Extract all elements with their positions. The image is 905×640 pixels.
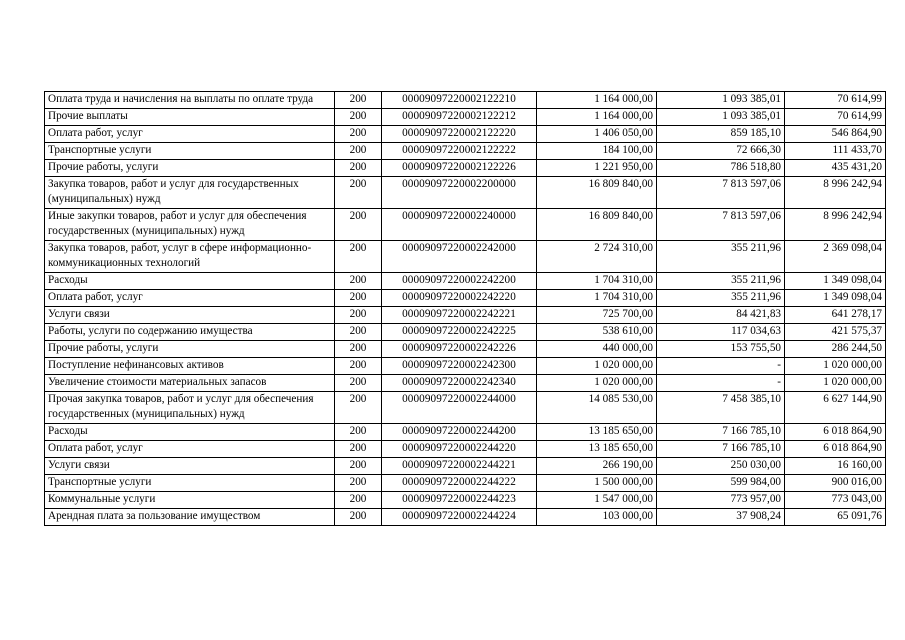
executed-amount-cell: 117 034,63 xyxy=(657,324,785,341)
approved-amount-cell: 440 000,00 xyxy=(537,341,657,358)
remaining-amount-cell: 6 018 864,90 xyxy=(785,424,886,441)
budget-execution-table xyxy=(44,91,886,526)
table-row xyxy=(45,177,886,209)
classification-code-cell: 00009097220002244200 xyxy=(382,424,537,441)
approved-amount-cell: 1 704 310,00 xyxy=(537,273,657,290)
line-code-cell: 200 xyxy=(335,143,382,160)
remaining-amount-cell: 421 575,37 xyxy=(785,324,886,341)
executed-amount-cell: 773 957,00 xyxy=(657,492,785,509)
remaining-amount-cell: 286 244,50 xyxy=(785,341,886,358)
budget-report-page xyxy=(44,91,885,526)
expense-name-cell: Коммунальные услуги xyxy=(45,492,335,509)
approved-amount-cell: 266 190,00 xyxy=(537,458,657,475)
remaining-amount-cell: 6 018 864,90 xyxy=(785,441,886,458)
remaining-amount-cell: 111 433,70 xyxy=(785,143,886,160)
table-row xyxy=(45,109,886,126)
approved-amount-cell: 1 547 000,00 xyxy=(537,492,657,509)
classification-code-cell: 00009097220002242225 xyxy=(382,324,537,341)
approved-amount-cell: 1 704 310,00 xyxy=(537,290,657,307)
classification-code-cell: 00009097220002244224 xyxy=(382,509,537,526)
approved-amount-cell: 538 610,00 xyxy=(537,324,657,341)
table-row xyxy=(45,290,886,307)
classification-code-cell: 00009097220002122226 xyxy=(382,160,537,177)
table-row xyxy=(45,492,886,509)
expense-name-cell: Оплата работ, услуг xyxy=(45,290,335,307)
line-code-cell: 200 xyxy=(335,324,382,341)
approved-amount-cell: 1 164 000,00 xyxy=(537,109,657,126)
remaining-amount-cell: 773 043,00 xyxy=(785,492,886,509)
executed-amount-cell: 250 030,00 xyxy=(657,458,785,475)
expense-name-cell: Транспортные услуги xyxy=(45,475,335,492)
executed-amount-cell: 7 166 785,10 xyxy=(657,424,785,441)
classification-code-cell: 00009097220002240000 xyxy=(382,209,537,241)
executed-amount-cell: 859 185,10 xyxy=(657,126,785,143)
executed-amount-cell: 153 755,50 xyxy=(657,341,785,358)
table-row xyxy=(45,92,886,109)
expense-name-cell: Закупка товаров, работ и услуг для государственных (муниципальных) нужд xyxy=(45,177,335,209)
approved-amount-cell: 14 085 530,00 xyxy=(537,392,657,424)
line-code-cell: 200 xyxy=(335,492,382,509)
remaining-amount-cell: 70 614,99 xyxy=(785,109,886,126)
expense-name-cell: Оплата работ, услуг xyxy=(45,126,335,143)
line-code-cell: 200 xyxy=(335,290,382,307)
approved-amount-cell: 16 809 840,00 xyxy=(537,177,657,209)
remaining-amount-cell: 8 996 242,94 xyxy=(785,177,886,209)
line-code-cell: 200 xyxy=(335,307,382,324)
table-row xyxy=(45,143,886,160)
remaining-amount-cell: 16 160,00 xyxy=(785,458,886,475)
classification-code-cell: 00009097220002242200 xyxy=(382,273,537,290)
table-row xyxy=(45,126,886,143)
line-code-cell: 200 xyxy=(335,160,382,177)
executed-amount-cell: 7 458 385,10 xyxy=(657,392,785,424)
expense-name-cell: Услуги связи xyxy=(45,307,335,324)
expense-name-cell: Прочие выплаты xyxy=(45,109,335,126)
classification-code-cell: 00009097220002244221 xyxy=(382,458,537,475)
executed-amount-cell: 355 211,96 xyxy=(657,241,785,273)
executed-amount-cell: 1 093 385,01 xyxy=(657,92,785,109)
classification-code-cell: 00009097220002242221 xyxy=(382,307,537,324)
expense-name-cell: Увеличение стоимости материальных запасов xyxy=(45,375,335,392)
executed-amount-cell: - xyxy=(657,375,785,392)
table-row xyxy=(45,358,886,375)
classification-code-cell: 00009097220002244000 xyxy=(382,392,537,424)
classification-code-cell: 00009097220002244223 xyxy=(382,492,537,509)
classification-code-cell: 00009097220002244220 xyxy=(382,441,537,458)
classification-code-cell: 00009097220002122212 xyxy=(382,109,537,126)
line-code-cell: 200 xyxy=(335,441,382,458)
line-code-cell: 200 xyxy=(335,375,382,392)
executed-amount-cell: 7 166 785,10 xyxy=(657,441,785,458)
expense-name-cell: Поступление нефинансовых активов xyxy=(45,358,335,375)
classification-code-cell: 00009097220002242300 xyxy=(382,358,537,375)
remaining-amount-cell: 6 627 144,90 xyxy=(785,392,886,424)
table-row xyxy=(45,475,886,492)
line-code-cell: 200 xyxy=(335,126,382,143)
expense-name-cell: Работы, услуги по содержанию имущества xyxy=(45,324,335,341)
line-code-cell: 200 xyxy=(335,475,382,492)
remaining-amount-cell: 1 349 098,04 xyxy=(785,290,886,307)
table-row xyxy=(45,307,886,324)
expense-name-cell: Расходы xyxy=(45,424,335,441)
table-row xyxy=(45,341,886,358)
classification-code-cell: 00009097220002242340 xyxy=(382,375,537,392)
approved-amount-cell: 13 185 650,00 xyxy=(537,424,657,441)
approved-amount-cell: 1 500 000,00 xyxy=(537,475,657,492)
line-code-cell: 200 xyxy=(335,92,382,109)
classification-code-cell: 00009097220002122210 xyxy=(382,92,537,109)
classification-code-cell: 00009097220002122222 xyxy=(382,143,537,160)
line-code-cell: 200 xyxy=(335,209,382,241)
approved-amount-cell: 1 406 050,00 xyxy=(537,126,657,143)
remaining-amount-cell: 1 020 000,00 xyxy=(785,358,886,375)
line-code-cell: 200 xyxy=(335,358,382,375)
line-code-cell: 200 xyxy=(335,392,382,424)
executed-amount-cell: 7 813 597,06 xyxy=(657,177,785,209)
approved-amount-cell: 2 724 310,00 xyxy=(537,241,657,273)
executed-amount-cell: 1 093 385,01 xyxy=(657,109,785,126)
line-code-cell: 200 xyxy=(335,273,382,290)
table-row xyxy=(45,209,886,241)
executed-amount-cell: 786 518,80 xyxy=(657,160,785,177)
table-row xyxy=(45,324,886,341)
executed-amount-cell: 72 666,30 xyxy=(657,143,785,160)
line-code-cell: 200 xyxy=(335,241,382,273)
table-row xyxy=(45,441,886,458)
expense-name-cell: Прочие работы, услуги xyxy=(45,160,335,177)
line-code-cell: 200 xyxy=(335,177,382,209)
classification-code-cell: 00009097220002242220 xyxy=(382,290,537,307)
table-row xyxy=(45,509,886,526)
executed-amount-cell: - xyxy=(657,358,785,375)
classification-code-cell: 00009097220002122220 xyxy=(382,126,537,143)
classification-code-cell: 00009097220002244222 xyxy=(382,475,537,492)
table-row xyxy=(45,160,886,177)
line-code-cell: 200 xyxy=(335,109,382,126)
approved-amount-cell: 725 700,00 xyxy=(537,307,657,324)
remaining-amount-cell: 1 349 098,04 xyxy=(785,273,886,290)
remaining-amount-cell: 8 996 242,94 xyxy=(785,209,886,241)
expense-name-cell: Оплата работ, услуг xyxy=(45,441,335,458)
approved-amount-cell: 13 185 650,00 xyxy=(537,441,657,458)
executed-amount-cell: 355 211,96 xyxy=(657,290,785,307)
approved-amount-cell: 184 100,00 xyxy=(537,143,657,160)
line-code-cell: 200 xyxy=(335,424,382,441)
line-code-cell: 200 xyxy=(335,458,382,475)
remaining-amount-cell: 2 369 098,04 xyxy=(785,241,886,273)
table-row xyxy=(45,424,886,441)
remaining-amount-cell: 435 431,20 xyxy=(785,160,886,177)
line-code-cell: 200 xyxy=(335,341,382,358)
remaining-amount-cell: 65 091,76 xyxy=(785,509,886,526)
table-row xyxy=(45,241,886,273)
table-row xyxy=(45,273,886,290)
classification-code-cell: 00009097220002242226 xyxy=(382,341,537,358)
executed-amount-cell: 599 984,00 xyxy=(657,475,785,492)
table-row xyxy=(45,375,886,392)
remaining-amount-cell: 1 020 000,00 xyxy=(785,375,886,392)
executed-amount-cell: 84 421,83 xyxy=(657,307,785,324)
remaining-amount-cell: 641 278,17 xyxy=(785,307,886,324)
approved-amount-cell: 1 020 000,00 xyxy=(537,358,657,375)
executed-amount-cell: 7 813 597,06 xyxy=(657,209,785,241)
table-body xyxy=(45,92,886,526)
expense-name-cell: Прочие работы, услуги xyxy=(45,341,335,358)
classification-code-cell: 00009097220002242000 xyxy=(382,241,537,273)
expense-name-cell: Транспортные услуги xyxy=(45,143,335,160)
table-row xyxy=(45,392,886,424)
executed-amount-cell: 355 211,96 xyxy=(657,273,785,290)
executed-amount-cell: 37 908,24 xyxy=(657,509,785,526)
classification-code-cell: 00009097220002200000 xyxy=(382,177,537,209)
line-code-cell: 200 xyxy=(335,509,382,526)
remaining-amount-cell: 70 614,99 xyxy=(785,92,886,109)
approved-amount-cell: 1 020 000,00 xyxy=(537,375,657,392)
expense-name-cell: Арендная плата за пользование имуществом xyxy=(45,509,335,526)
expense-name-cell: Прочая закупка товаров, работ и услуг для обеспечения государственных (муниципальных) нужд xyxy=(45,392,335,424)
expense-name-cell: Оплата труда и начисления на выплаты по оплате труда xyxy=(45,92,335,109)
remaining-amount-cell: 546 864,90 xyxy=(785,126,886,143)
approved-amount-cell: 16 809 840,00 xyxy=(537,209,657,241)
table-row xyxy=(45,458,886,475)
remaining-amount-cell: 900 016,00 xyxy=(785,475,886,492)
expense-name-cell: Закупка товаров, работ, услуг в сфере информационно-коммуникационных технологий xyxy=(45,241,335,273)
approved-amount-cell: 1 164 000,00 xyxy=(537,92,657,109)
expense-name-cell: Иные закупки товаров, работ и услуг для обеспечения государственных (муниципальных) нужд xyxy=(45,209,335,241)
approved-amount-cell: 103 000,00 xyxy=(537,509,657,526)
expense-name-cell: Услуги связи xyxy=(45,458,335,475)
expense-name-cell: Расходы xyxy=(45,273,335,290)
approved-amount-cell: 1 221 950,00 xyxy=(537,160,657,177)
